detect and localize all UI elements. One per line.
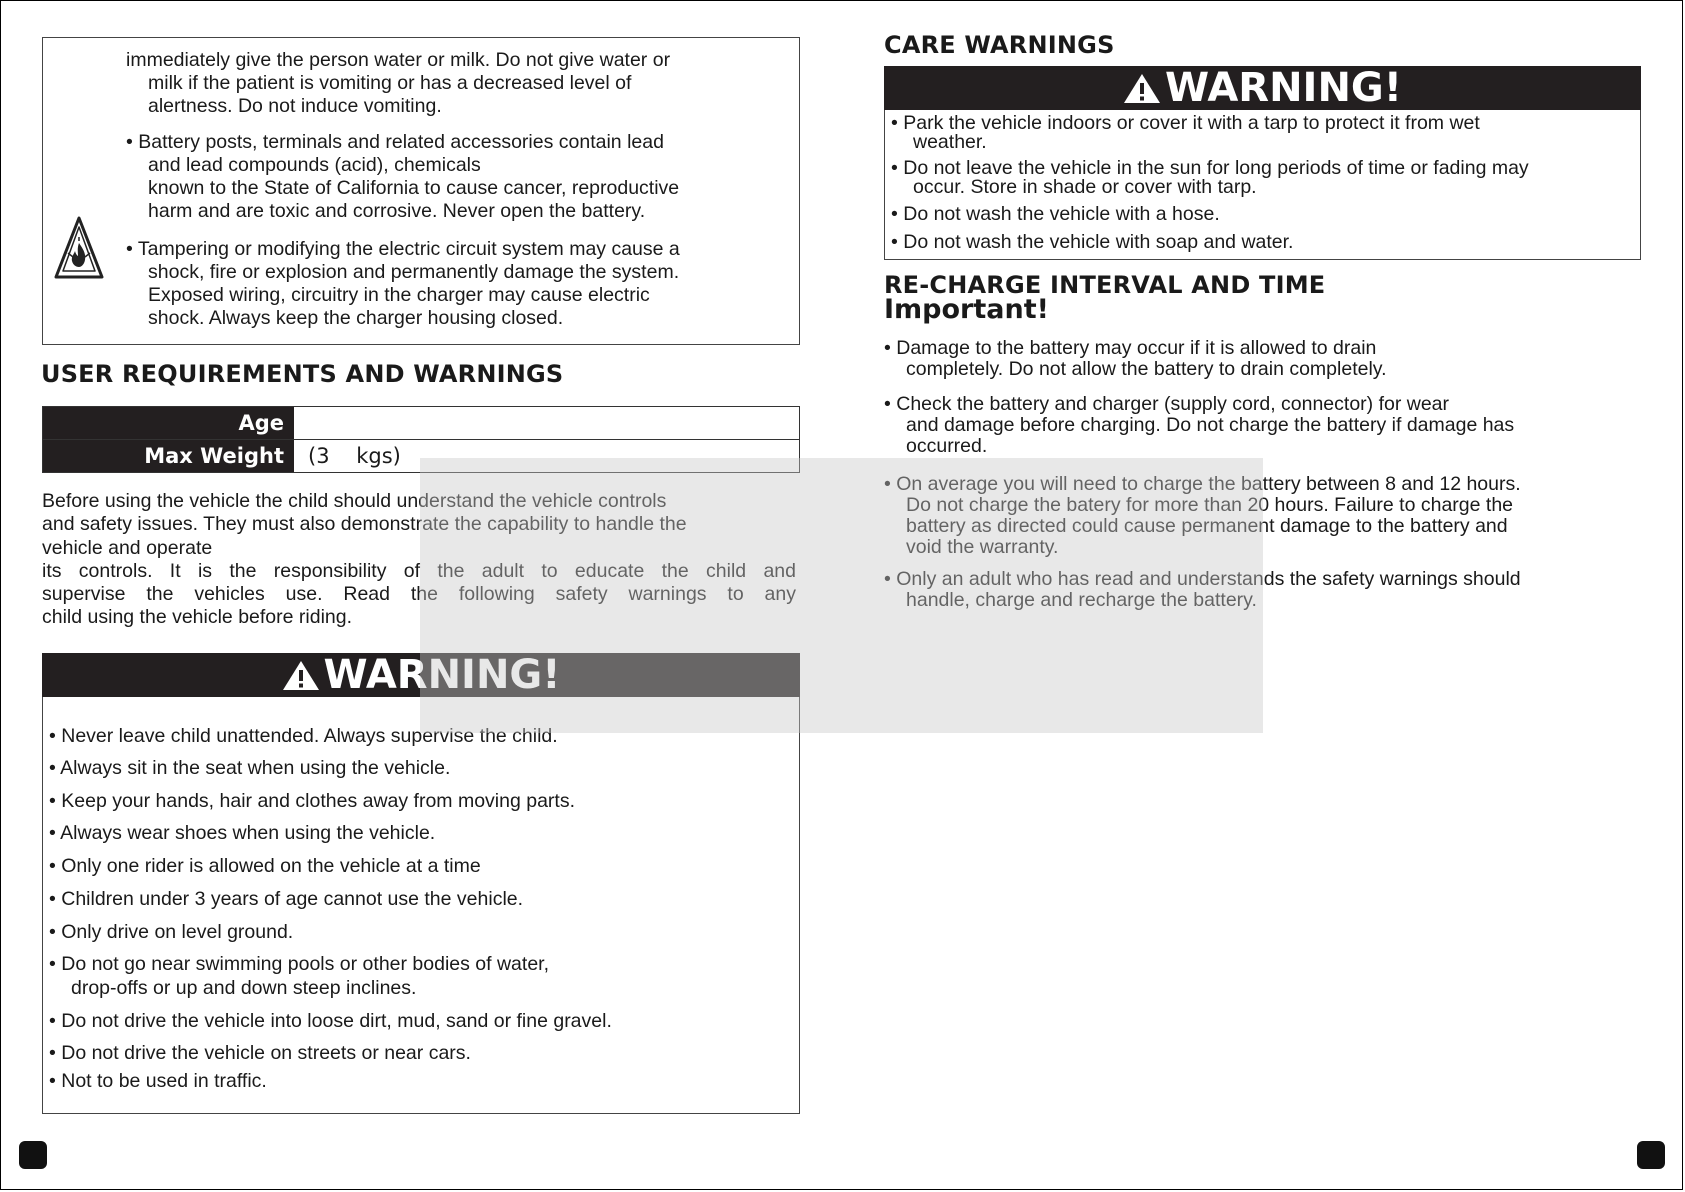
user-warning-item-line: • Only one rider is allowed on the vehicle at a time — [49, 855, 481, 877]
warning-triangle-icon — [1123, 72, 1161, 104]
care-warning-item — [891, 233, 1636, 252]
age-label: Age — [43, 407, 294, 439]
lead-warning-line: • Battery posts, terminals and related accessories contain lead — [126, 131, 664, 153]
user-warning-item — [49, 1069, 789, 1093]
warning-triangle-icon — [282, 659, 320, 691]
user-warning-item-line: • Always sit in the seat when using the vehicle. — [49, 757, 451, 779]
recharge-item-line: void the warranty. — [906, 536, 1059, 558]
poison-intro — [126, 49, 670, 118]
user-warning-item — [49, 756, 789, 780]
user-warning-item-line: • Not to be used in traffic. — [49, 1070, 267, 1092]
recharge-item-line: • On average you will need to charge the battery between 8 and 12 hours. — [884, 473, 1521, 495]
user-warning-item-line: • Only drive on level ground. — [49, 921, 294, 943]
user-warning-item — [49, 1009, 789, 1033]
care-warning-item-line: weather. — [913, 130, 987, 153]
user-warning-item — [49, 920, 789, 944]
lead-warning — [126, 131, 679, 223]
care-warnings-heading: CARE WARNINGS — [884, 31, 1115, 59]
recharge-item-line: • Only an adult who has read and understands the safety warnings should — [884, 568, 1521, 590]
user-warning-item — [49, 1041, 789, 1065]
recharge-item-line: • Damage to the battery may occur if it is allowed to drain — [884, 337, 1377, 359]
user-warning-item-line: • Always wear shoes when using the vehicle. — [49, 822, 436, 844]
intro-line: vehicle and operate — [42, 536, 213, 559]
care-warning-item — [891, 205, 1636, 224]
care-warning-item-line: • Do not wash the vehicle with a hose. — [891, 203, 1220, 225]
care-warning-item-line: occur. Store in shade or cover with tarp. — [913, 175, 1257, 198]
user-warning-item-line: • Never leave child unattended. Always supervise the child. — [49, 725, 558, 747]
recharge-item-line: and damage before charging. Do not charge the battery if damage has — [906, 414, 1515, 436]
recharge-item-line: battery as directed could cause permanent damage to the battery and — [906, 515, 1508, 537]
user-warning-item — [49, 789, 789, 813]
tamper-warning-line: Exposed wiring, circuitry in the charger may cause electric — [148, 284, 650, 306]
care-warning-item — [891, 159, 1636, 196]
user-warning-item-line: • Do not go near swimming pools or other bodies of water, — [49, 953, 550, 975]
recharge-item-line: completely. Do not allow the battery to drain completely. — [906, 358, 1387, 380]
tamper-warning-line: shock. Always keep the charger housing closed. — [148, 307, 564, 329]
tamper-warning-line: • Tampering or modifying the electric circuit system may cause a — [126, 238, 680, 260]
user-requirements-heading: USER REQUIREMENTS AND WARNINGS — [41, 360, 564, 388]
page-marker-right — [1637, 1141, 1665, 1169]
intro-line: child using the vehicle before riding. — [42, 606, 353, 629]
lead-warning-line: known to the State of California to cause cancer, reproductive — [148, 177, 680, 199]
tamper-warning — [126, 238, 680, 330]
recharge-item — [884, 394, 1644, 457]
fire-hazard-triangle-icon — [54, 215, 104, 281]
user-warning-item — [49, 821, 789, 845]
poison-intro-line: milk if the patient is vomiting or has a decreased level of — [148, 72, 632, 94]
intro-line: supervise the vehicles use. Read the following safety warnings to any — [42, 583, 796, 606]
recharge-item-line: Do not charge the batery for more than 20 hours. Failure to charge the — [906, 494, 1514, 516]
recharge-item-line: handle, charge and recharge the battery. — [906, 589, 1257, 611]
recharge-item-line: • Check the battery and charger (supply cord, connector) for wear — [884, 393, 1450, 415]
intro-line: its controls. It is the responsibility of the adult to educate the child and — [42, 559, 796, 582]
user-warning-item — [49, 854, 789, 878]
user-warning-item-line: • Do not drive the vehicle into loose dirt, mud, sand or fine gravel. — [49, 1010, 612, 1032]
care-warning-item-line: • Do not wash the vehicle with soap and water. — [891, 231, 1294, 253]
page-marker-left — [19, 1141, 47, 1169]
user-warning-item-line: • Do not drive the vehicle on streets or near cars. — [49, 1042, 471, 1064]
max-weight-label: Max Weight — [43, 440, 294, 472]
intro-line: Before using the vehicle the child should understand the vehicle controls — [42, 490, 667, 512]
important-label: Important! — [884, 294, 1049, 325]
gray-overlay-panel — [420, 458, 1263, 733]
user-warning-item-line: • Keep your hands, hair and clothes away from moving parts. — [49, 790, 576, 812]
age-value — [294, 407, 799, 439]
intro-line: and safety issues. They must also demonstrate the capability to handle the — [42, 513, 687, 536]
care-warning-item — [891, 114, 1636, 151]
poison-intro-line: alertness. Do not induce vomiting. — [148, 95, 442, 117]
max-weight-value: (3 kgs) — [308, 444, 401, 468]
recharge-heading: RE-CHARGE INTERVAL AND TIME — [884, 271, 1326, 299]
tamper-warning-line: shock, fire or explosion and permanently damage the system. — [148, 261, 680, 283]
user-warning-item-line: • Children under 3 years of age cannot use the vehicle. — [49, 888, 524, 910]
recharge-item-line: occurred. — [906, 435, 988, 457]
user-warning-title: WARNING! — [323, 652, 561, 698]
care-warning-banner — [884, 66, 1641, 110]
lead-warning-line: harm and are toxic and corrosive. Never open the battery. — [148, 200, 646, 222]
user-warning-item — [49, 887, 789, 911]
care-warning-title: WARNING! — [1165, 65, 1402, 111]
lead-warning-line: and lead compounds (acid), chemicals — [148, 154, 481, 176]
user-warning-item-line: drop-offs or up and down steep inclines. — [71, 977, 417, 999]
poison-intro-line: immediately give the person water or milk. Do not give water or — [126, 49, 671, 71]
user-warning-item — [49, 952, 789, 1000]
requirements-row-age — [43, 407, 799, 439]
care-warning-item-line: • Park the vehicle indoors or cover it with a tarp to protect it from wet — [891, 112, 1480, 134]
recharge-item — [884, 338, 1644, 380]
care-warning-item-line: • Do not leave the vehicle in the sun for long periods of time or fading may — [891, 157, 1529, 179]
